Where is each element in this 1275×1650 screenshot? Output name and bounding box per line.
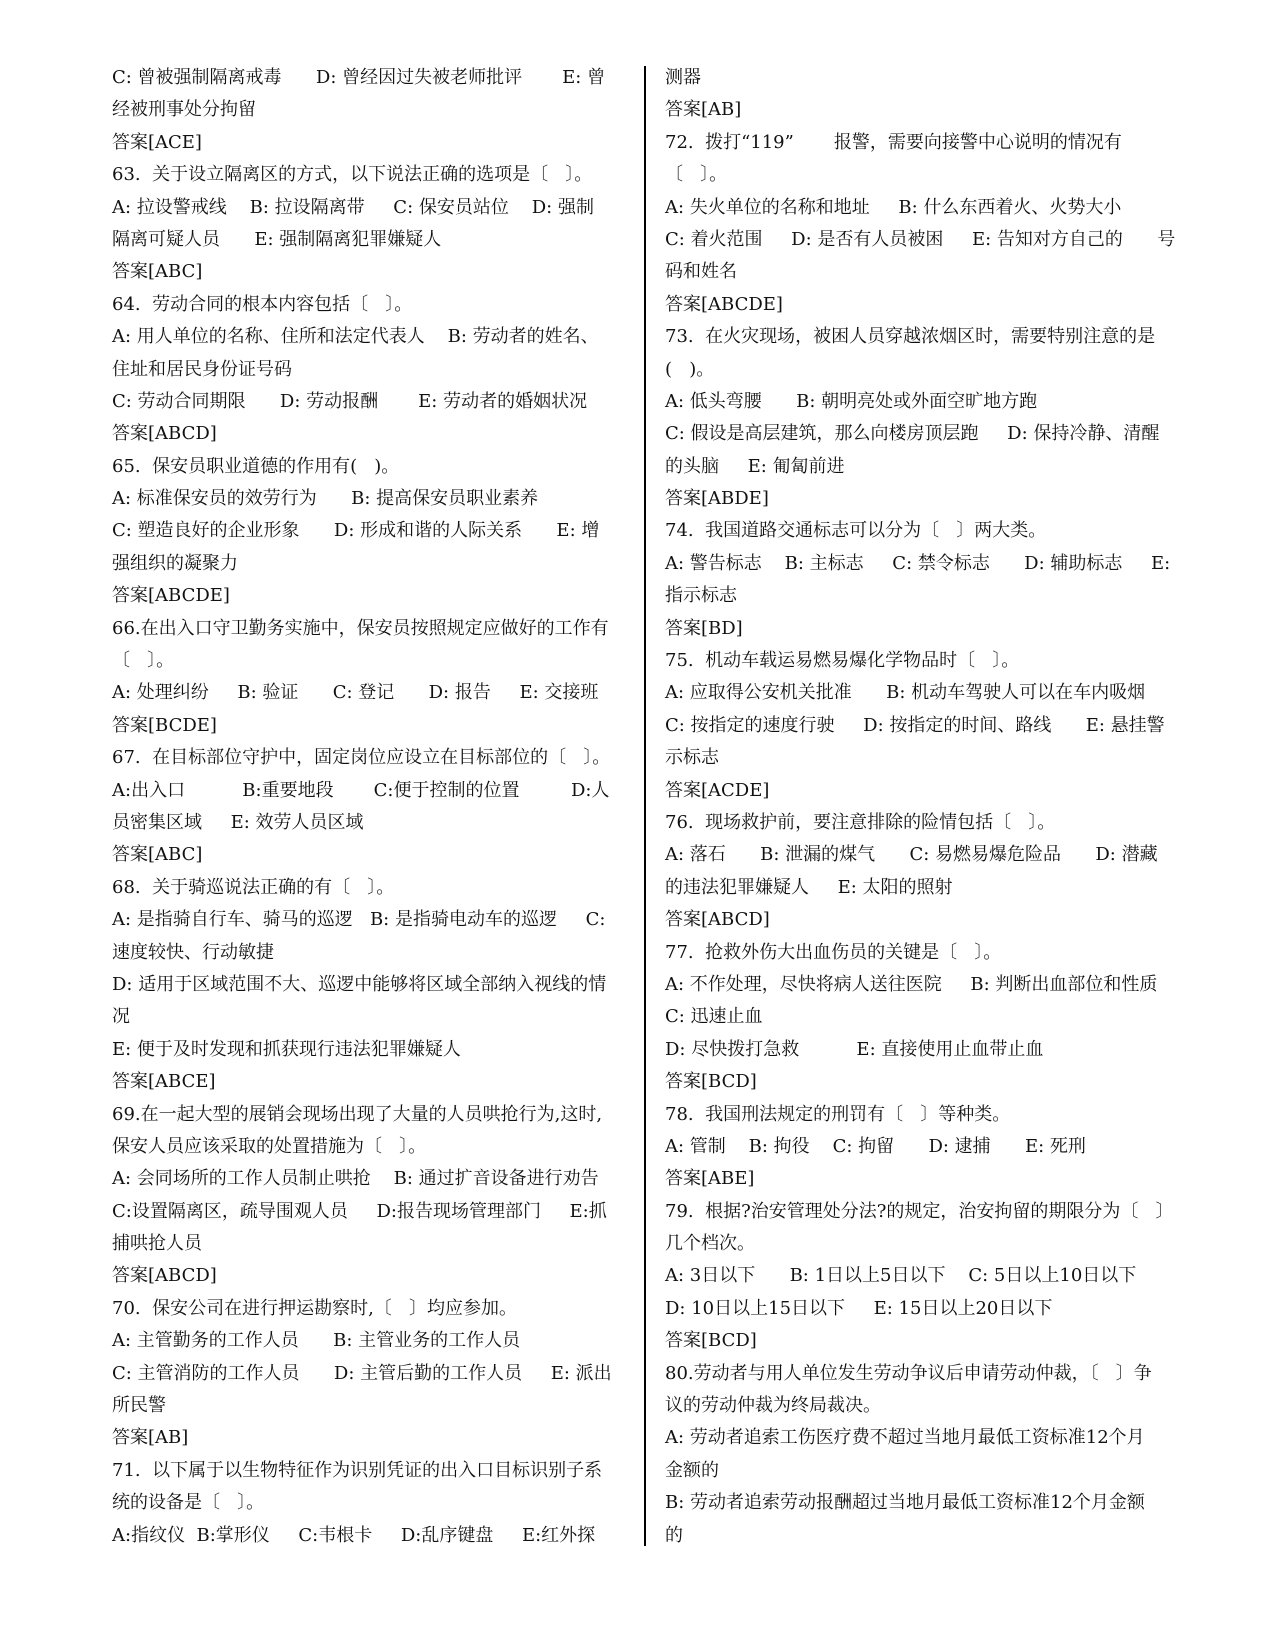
text-line: 的违法犯罪嫌疑人 E: 太阳的照射 [665,876,953,898]
text-line: 答案[ACDE] [665,779,770,801]
text-line: 员密集区域 E: 效劳人员区域 [112,811,364,833]
text-line: C:设置隔离区，疏导围观人员 D:报告现场管理部门 E:抓 [112,1200,607,1222]
text-line: C: 按指定的速度行驶 D: 按指定的时间、路线 E: 悬挂警 [665,714,1165,736]
text-line: 80.劳动者与用人单位发生劳动争议后申请劳动仲裁，〔 〕争 [665,1362,1152,1384]
text-line: 73. 在火灾现场，被困人员穿越浓烟区时，需要特别注意的是 [665,326,1156,348]
text-line: 强组织的凝聚力 [112,552,238,574]
column-divider [644,66,646,1546]
text-line: 64. 劳动合同的根本内容包括〔 〕。 [112,293,413,315]
text-line: 67. 在目标部位守护中，固定岗位应设立在目标部位的〔 〕。 [112,747,611,769]
text-line: A: 用人单位的名称、住所和法定代表人 B: 劳动者的姓名、 [112,326,599,348]
text-line: 速度较快、行动敏捷 [112,941,274,963]
text-line: 隔离可疑人员 E: 强制隔离犯罪嫌疑人 [112,228,442,250]
text-line: 答案[ABDE] [665,488,769,510]
text-line: B: 劳动者追索劳动报酬超过当地月最低工资标准12个月金额 [665,1492,1145,1514]
text-line: A:出入口 B:重要地段 C:便于控制的位置 D:人 [112,779,610,801]
text-line: 的 [665,1524,683,1546]
text-line: 答案[ABE] [665,1168,755,1190]
text-line: A: 拉设警戒线 B: 拉设隔离带 C: 保安员站位 D: 强制 [112,196,594,218]
text-line: 保安人员应该采取的处置措施为〔 〕。 [112,1135,427,1157]
text-line: 金额的 [665,1459,719,1481]
text-line: D: 适用于区域范围不大、巡逻中能够将区域全部纳入视线的情 [112,973,607,995]
text-line: A: 劳动者追索工伤医疗费不超过当地月最低工资标准12个月 [665,1427,1145,1449]
text-line: 77. 抢救外伤大出血伤员的关键是〔 〕。 [665,941,1002,963]
text-line: A: 落石 B: 泄漏的煤气 C: 易燃易爆危险品 D: 潜藏 [665,844,1158,866]
text-line: 答案[ABCDE] [112,585,230,607]
text-line: 所民警 [112,1395,166,1417]
text-line: 答案[BCD] [665,1330,757,1352]
text-line: 78. 我国刑法规定的刑罚有〔 〕等种类。 [665,1103,1011,1125]
text-line: C: 主管消防的工作人员 D: 主管后勤的工作人员 E: 派出 [112,1362,612,1384]
text-line: 答案[ABC] [112,844,203,866]
text-line: C: 塑造良好的企业形象 D: 形成和谐的人际关系 E: 增 [112,520,600,542]
text-line: A: 主管勤务的工作人员 B: 主管业务的工作人员 [112,1330,521,1352]
text-line: 71. 以下属于以生物特征作为识别凭证的出入口目标识别子系 [112,1459,603,1481]
text-line: 68. 关于骑巡说法正确的有〔 〕。 [112,876,395,898]
text-line: 的头脑 E: 匍匐前进 [665,455,845,477]
text-line: 〔 〕。 [665,164,728,186]
text-line: 答案[ABCE] [112,1071,216,1093]
text-line: 答案[ABCDE] [665,293,783,315]
text-line: 70. 保安公司在进行押运勘察时,〔 〕均应参加。 [112,1297,517,1319]
text-line: C: 着火范围 D: 是否有人员被困 E: 告知对方自己的 号 [665,228,1176,250]
text-line: 住址和居民身份证号码 [112,358,292,380]
text-line: 统的设备是〔 〕。 [112,1492,265,1514]
text-line: A: 警告标志 B: 主标志 C: 禁令标志 D: 辅助标志 E: [665,552,1171,574]
text-line: 测器 [665,67,701,88]
text-line: E: 便于及时发现和抓获现行违法犯罪嫌疑人 [112,1038,461,1060]
text-line: A: 处理纠纷 B: 验证 C: 登记 D: 报告 E: 交接班 [112,682,599,704]
text-line: 答案[ACE] [112,131,202,153]
text-line: 几个档次。 [665,1233,755,1255]
text-line: 74. 我国道路交通标志可以分为〔 〕两大类。 [665,520,1047,542]
text-line: 答案[ABCD] [665,909,770,931]
text-line: A: 3日以下 B: 1日以上5日以下 C: 5日以上10日以下 [665,1265,1137,1287]
text-line: 〔 〕。 [112,650,175,672]
text-line: 72. 拨打“119” 报警，需要向接警中心说明的情况有 [665,131,1122,153]
text-line: A: 低头弯腰 B: 朝明亮处或外面空旷地方跑 [665,390,1038,412]
text-line: 况 [112,1006,130,1028]
text-line: C: 曾被强制隔离戒毒 D: 曾经因过失被老师批评 E: 曾 [112,67,606,88]
text-line: 指示标志 [665,585,737,607]
text-line: 79. 根据?治安管理处分法?的规定，治安拘留的期限分为〔 〕 [665,1200,1174,1222]
text-line: 答案[AB] [112,1427,189,1449]
text-line: A: 管制 B: 拘役 C: 拘留 D: 逮捕 E: 死刑 [665,1135,1086,1157]
text-line: 66.在出入口守卫勤务实施中，保安员按照规定应做好的工作有 [112,617,609,639]
text-line: 经被刑事处分拘留 [112,99,256,121]
text-line: A: 是指骑自行车、骑马的巡逻 B: 是指骑电动车的巡逻 C: [112,909,606,931]
text-line: A: 应取得公安机关批准 B: 机动车驾驶人可以在车内吸烟 [665,682,1146,704]
text-line: C: 假设是高层建筑，那么向楼房顶层跑 D: 保持冷静、清醒 [665,423,1160,445]
text-line: 答案[ABCD] [112,1265,217,1287]
text-line: 63. 关于设立隔离区的方式，以下说法正确的选项是〔 〕。 [112,164,593,186]
text-line: C: 劳动合同期限 D: 劳动报酬 E: 劳动者的婚姻状况 [112,390,588,412]
text-line: 答案[AB] [665,99,742,121]
text-line: ( )。 [665,358,715,380]
text-line: C: 迅速止血 [665,1006,763,1028]
text-line: 答案[BD] [665,617,743,639]
left-column [112,62,622,1552]
text-line: 答案[ABC] [112,261,203,283]
text-line: A: 不作处理，尽快将病人送往医院 B: 判断出血部位和性质 [665,973,1158,995]
text-line: 69.在一起大型的展销会现场出现了大量的人员哄抢行为,这时, [112,1103,603,1125]
text-line: 答案[ABCD] [112,423,217,445]
text-line: 75. 机动车载运易燃易爆化学物品时〔 〕。 [665,650,1020,672]
text-line: 示标志 [665,747,719,769]
text-line: 答案[BCDE] [112,714,217,736]
text-line: D: 尽快拨打急救 E: 直接使用止血带止血 [665,1038,1044,1060]
text-line: 65. 保安员职业道德的作用有( )。 [112,455,400,477]
text-line: 议的劳动仲裁为终局裁决。 [665,1395,881,1417]
text-line: A: 会同场所的工作人员制止哄抢 B: 通过扩音设备进行劝告 [112,1168,599,1190]
text-line: 76. 现场救护前，要注意排除的险情包括〔 〕。 [665,811,1056,833]
text-line: 答案[BCD] [665,1071,757,1093]
text-line: A: 失火单位的名称和地址 B: 什么东西着火、火势大小 [665,196,1122,218]
text-line: 码和姓名 [665,261,737,283]
text-line: A: 标准保安员的效劳行为 B: 提高保安员职业素养 [112,488,539,510]
text-line: D: 10日以上15日以下 E: 15日以上20日以下 [665,1297,1053,1319]
text-line: 捕哄抢人员 [112,1233,202,1255]
text-line: A:指纹仪 B:掌形仪 C:韦根卡 D:乱序键盘 E:红外探 [112,1524,596,1546]
right-column [665,62,1180,1552]
